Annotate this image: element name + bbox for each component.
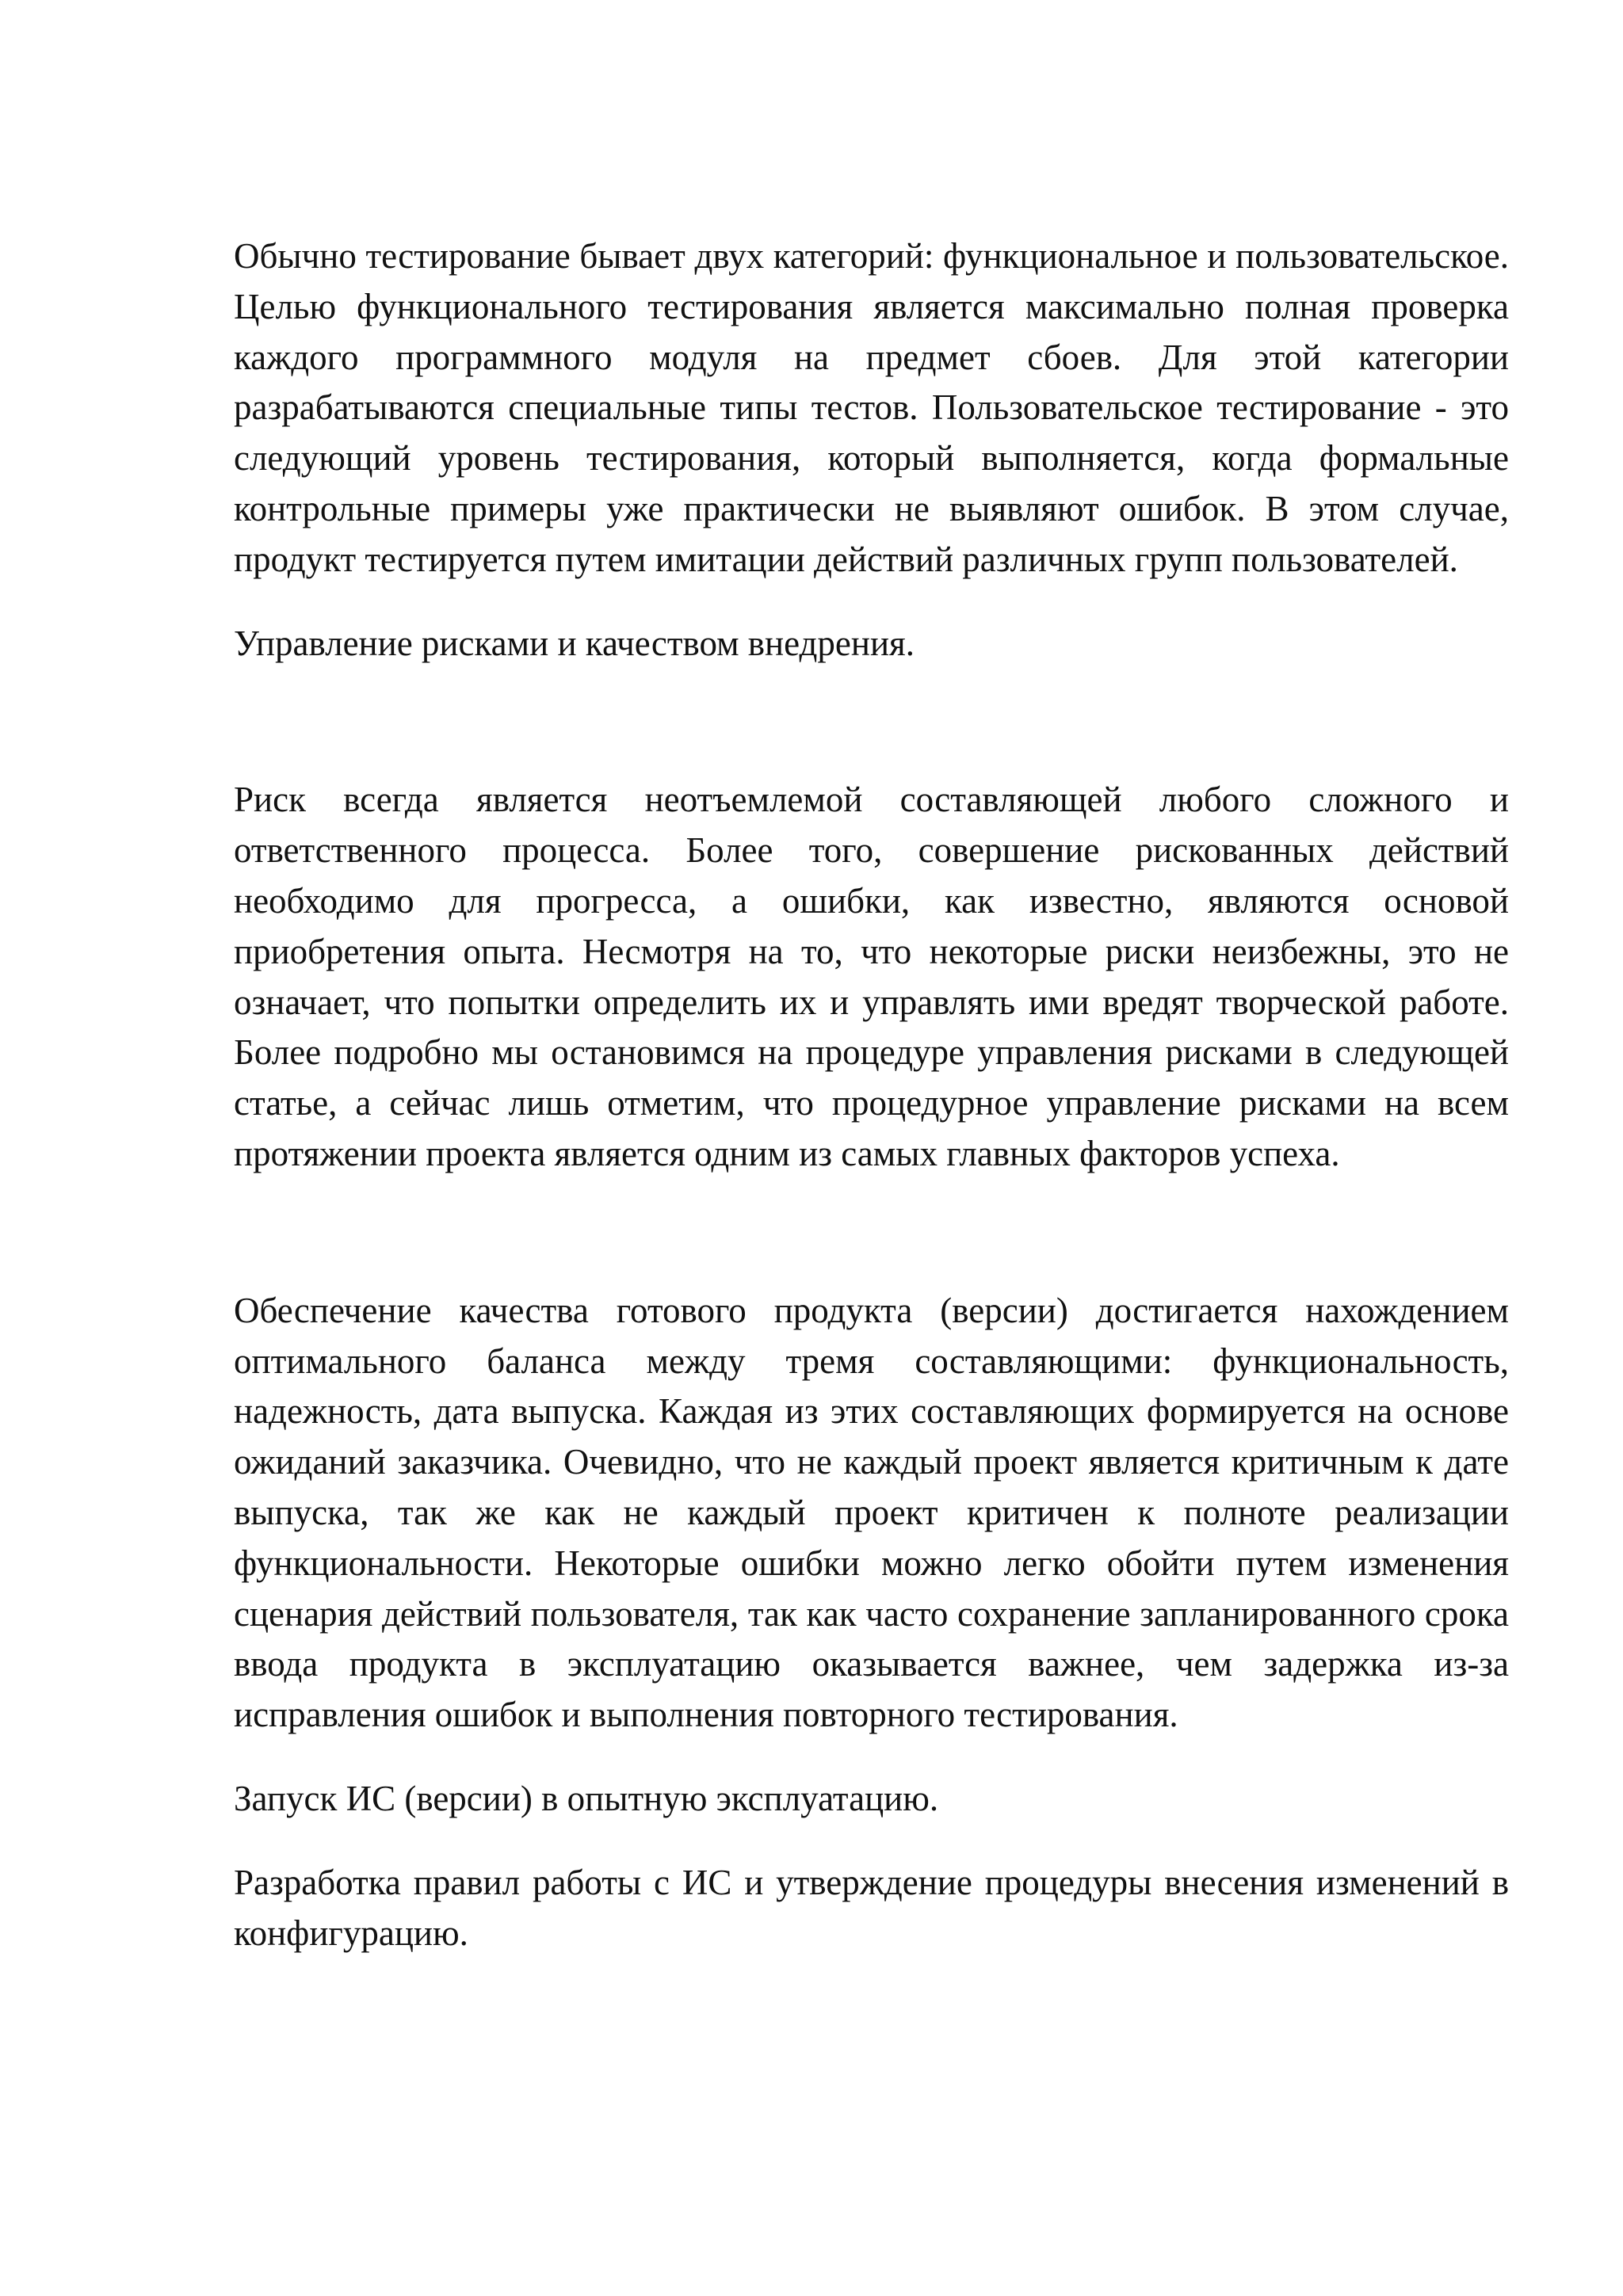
paragraph-spacer [234,669,1509,775]
paragraph-spacer [234,1741,1509,1774]
paragraph-quality-balance: Обеспечение качества готового продукта (версии) достигается нахождением оптимального баланса между тремя составляющими: функциональность, надежность, дата выпуска. Каждая из этих составляющих формируется на основе ожиданий заказчика. Очевидно, что не каждый проект является критичным к дате выпуска, так же как не каждый проект критичен к полноте реализации функциональности. Некоторые ошибки можно легко обойти путем изменения сценария действий пользователя, так как часто сохранение запланированного срока ввода продукта в эксплуатацию оказывается важнее, чем задержка из-за исправления ошибок и выполнения повторного тестирования. [234,1290,1509,1735]
paragraph-pilot-launch: Запуск ИС (версии) в опытную эксплуатацию. [234,1778,939,1818]
paragraph-rules-development: Разработка правил работы с ИС и утверждение процедуры внесения изменений в конфигурацию. [234,1862,1509,1953]
paragraph-spacer [234,1180,1509,1286]
paragraph-risk-quality-heading: Управление рисками и качеством внедрения. [234,623,915,663]
paragraph-risk: Риск всегда является неотъемлемой составляющей любого сложного и ответственного процесса. Более того, совершение рискованных действий необходимо для прогресса, а ошибки, как известно, являются основой приобретения опыта. Несмотря на то, что некоторые риски неизбежны, это не означает, что попытки определить их и управлять ими вредят творческой работе. Более подробно мы остановимся на процедуре управления рисками в следующей статье, а сейчас лишь отметим, что процедурное управление рисками на всем протяжении проекта является одним из самых главных факторов успеха. [234,780,1509,1173]
paragraph-spacer [234,585,1509,619]
paragraph-testing-categories: Обычно тестирование бывает двух категорий: функциональное и пользовательское. Целью функционального тестирования является максимально полная проверка каждого программного модуля на предмет сбоев. Для этой категории разрабатываются специальные типы тестов. Пользовательское тестирование - это следующий уровень тестирования, который выполняется, когда формальные контрольные примеры уже практически не выявляют ошибок. В этом случае, продукт тестируется путем имитации действий различных групп пользователей. [234,236,1509,579]
document-body [234,231,1509,1958]
paragraph-spacer [234,1825,1509,1858]
